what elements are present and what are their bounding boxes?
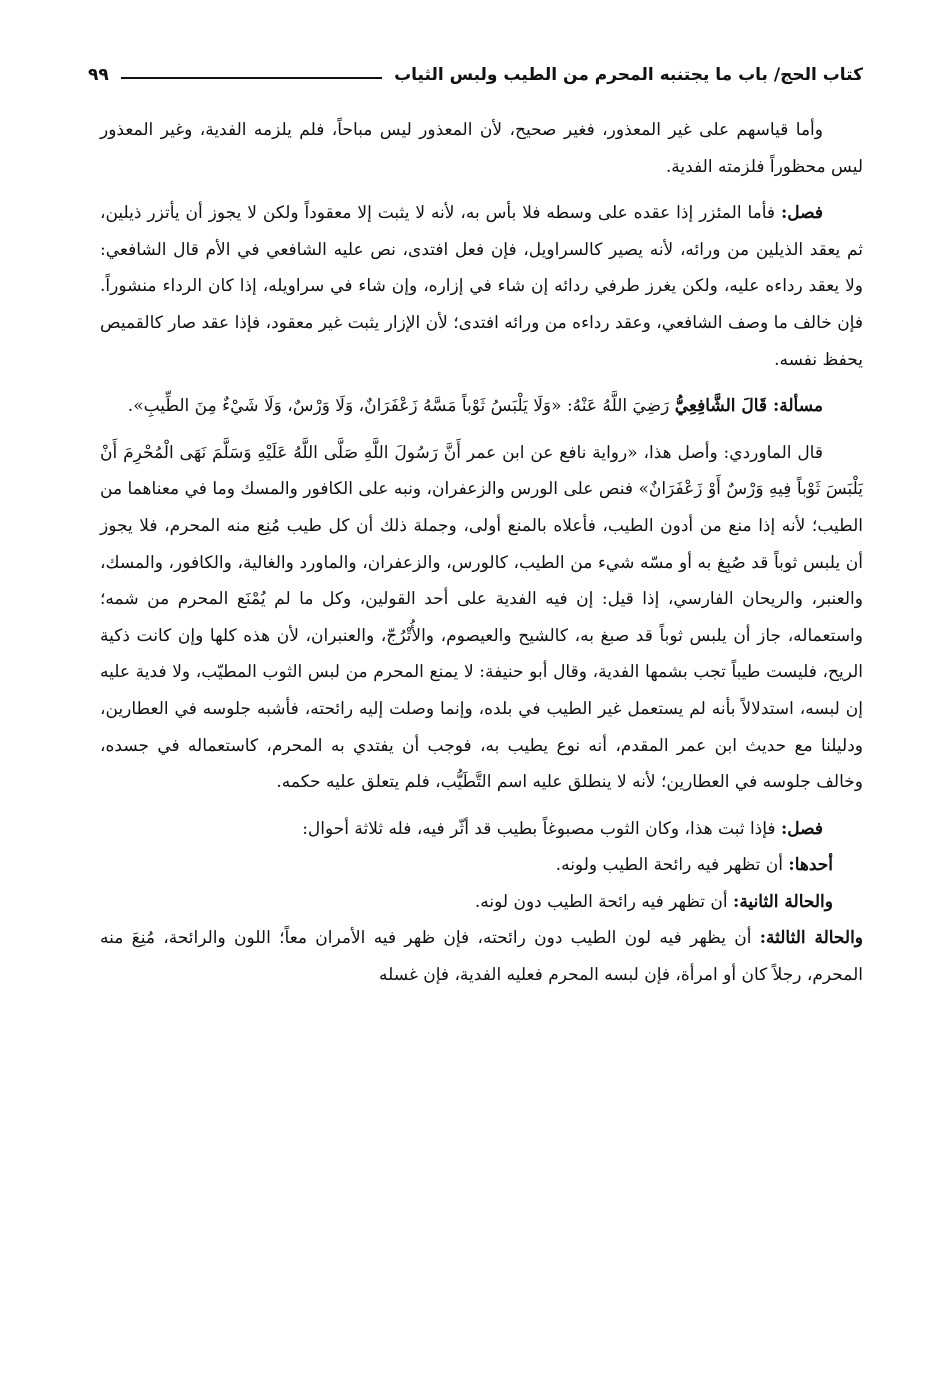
paragraph-2 <box>100 195 863 378</box>
paragraph-4-text: قال الماوردي: وأصل هذا، «رواية نافع عن ابن عمر أَنَّ رَسُولَ اللَّهِ صَلَّى اللَّهُ عَلَيْهِ وَسَلَّمَ نَهَى الْمُحْرِمَ أَنْ يَلْبَسَ ثَوْباً فِيهِ وَرْسٌ أَوْ زَعْفَرَانٌ» فنص على الورس والزعفران، ونبه على الكافور والمسك وما في معناهما من الطيب؛ لأنه إذا منع من أدون الطيب، فأعلاه بالمنع أولى، وجملة ذلك أن كل طيب مُنِع منه المحرم، فلا يجوز أن يلبس ثوباً قد صُبِغ به أو مسّه شيء من الطيب، كالورس، والزعفران، والماورد والغالية، والكافور، والمسك، والعنبر، والريحان الفارسي، إذا قيل: إن فيه الفدية على أحد القولين، وكل ما لم يُمْنَع المحرم من شمه؛ واستعماله، جاز أن يلبس ثوباً قد صبغ به، كالشيح والعيصوم، والأُتْرُجّ، والعنبران، لأن هذه كلها وإن كانت ذكية الريح، فليست طيباً تجب بشمها الفدية، وقال أبو حنيفة: لا يمنع المحرم من لبس الثوب المطيّب، ولا فدية عليه إن لبسه، استدلالاً بأنه لم يستعمل غير الطيب في بلده، وإنما وصلت إليه رائحته، فأشبه جلوسه في العطارين، ودليلنا مع حديث ابن عمر المقدم، أنه نوع يطيب به، فوجب أن يفتدي به المحرم، كاستعماله في جسده، وخالف جلوسه في العطارين؛ لأنه لا ينطلق عليه اسم التَّطَيُّب، فلم يتعلق عليه حكمه. <box>100 442 863 793</box>
paragraph-7-label: والحالة الثانية: <box>733 891 833 912</box>
paragraph-2-label: فصل: <box>780 203 823 224</box>
paragraph-8-label: والحالة الثالثة: <box>759 928 864 949</box>
paragraph-2-text: فأما المئزر إذا عقده على وسطه فلا بأس به، لأنه لا يثبت إلا معقوداً ولكن لا يجوز أن يأتزر ذيلين، ثم يعقد الذيلين من ورائه، لأنه يصير كالسراويل، فإن فعل افتدى، نص عليه الشافعي في الأم قال الشافعي: ولا يعقد رداءه عليه، ولكن يغرز طرفي ردائه إن شاء في إزاره، وإن شاء في سراويله، إذا كان الرداء منشوراً. فإن خالف ما وصف الشافعي، وعقد رداءه من ورائه افتدى؛ لأن الإزار يثبت غير معقود، فإذا عقد صار كالقميص يحفظ نفسه. <box>100 203 863 370</box>
page-number: ٩٩ <box>88 65 109 85</box>
paragraph-6-label: أحدها: <box>788 855 833 876</box>
paragraph-5 <box>100 811 863 848</box>
paragraph-8-text: أن يظهر فيه لون الطيب دون رائحته، فإن ظهر فيه الأمران معاً؛ اللون والرائحة، مُنِعَ منه المحرم، رجلاً كان أو امرأة، فإن لبسه المحرم فعليه الفدية، فإن غسله <box>100 928 863 986</box>
paragraph-4 <box>100 435 863 801</box>
paragraph-1 <box>100 112 863 185</box>
paragraph-3 <box>100 388 863 425</box>
chapter-title: كتاب الحج/ باب ما يجتنبه المحرم من الطيب ولبس الثياب <box>394 65 863 85</box>
paragraph-1-text: وأما قياسهم على غير المعذور، فغير صحيح، لأن المعذور ليس مباحاً، فلم يلزمه الفدية، وغير المعذور ليس محظوراً فلزمته الفدية. <box>100 120 863 177</box>
header-rule <box>121 77 382 79</box>
running-header <box>88 60 863 90</box>
paragraph-3-label: مسألة: قَالَ الشَّافِعِيُّ <box>674 396 823 417</box>
paragraph-8 <box>100 920 863 993</box>
paragraph-5-label: فصل: <box>780 818 823 839</box>
paragraph-5-text: فإذا ثبت هذا، وكان الثوب مصبوغاً بطيب قد أثّر فيه، فله ثلاثة أحوال: <box>302 818 781 839</box>
paragraph-6 <box>100 847 863 884</box>
paragraph-7-text: أن تظهر فيه رائحة الطيب دون لونه. <box>474 891 734 912</box>
paragraph-6-text: أن تظهر فيه رائحة الطيب ولونه. <box>555 855 789 876</box>
page-body <box>100 112 863 994</box>
paragraph-3-text: رَضِيَ اللَّهُ عَنْهُ: «وَلَا يَلْبَسُ ثَوْباً مَسَّهُ زَعْفَرَانٌ، وَلَا وَرْسٌ، وَلَا شَيْءٌ مِنَ الطِّيبِ». <box>127 396 675 417</box>
paragraph-7 <box>100 884 863 921</box>
